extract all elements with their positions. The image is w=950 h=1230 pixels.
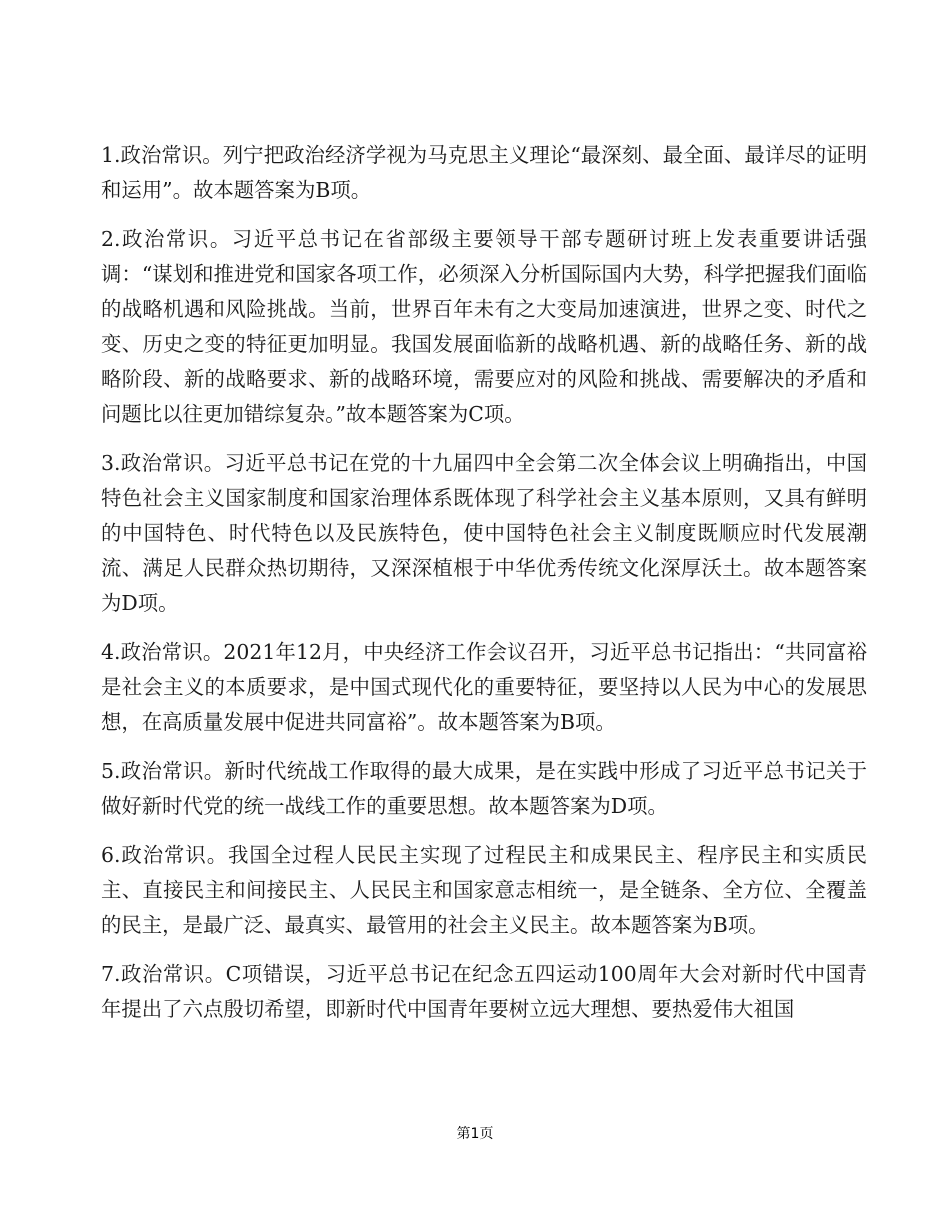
answer-paragraph-6: 6.政治常识。我国全过程人民民主实现了过程民主和成果民主、程序民主和实质民主、直接民主和间接民主、人民民主和国家意志相统一，是全链条、全方位、全覆盖的民主，是最广泛、最真实、最管用的社会主义民主。故本题答案为B项。 [101, 843, 867, 937]
answer-paragraph-3: 3.政治常识。习近平总书记在党的十九届四中全会第二次全体会议上明确指出，中国特色社会主义国家制度和国家治理体系既体现了科学社会主义基本原则，又具有鲜明的中国特色、时代特色以及民族特色，使中国特色社会主义制度既顺应时代发展潮流、满足人民群众热切期待，又深深植根于中华优秀传统文化深厚沃土。故本题答案为D项。 [101, 451, 867, 615]
answer-paragraph-4: 4.政治常识。2021年12月，中央经济工作会议召开，习近平总书记指出：“共同富裕是社会主义的本质要求，是中国式现代化的重要特征，要坚持以人民为中心的发展思想，在高质量发展中促进共同富裕”。故本题答案为B项。 [101, 640, 867, 734]
answer-paragraph-2: 2.政治常识。习近平总书记在省部级主要领导干部专题研讨班上发表重要讲话强调：“谋划和推进党和国家各项工作，必须深入分析国际国内大势，科学把握我们面临的战略机遇和风险挑战。当前，世界百年未有之大变局加速演进，世界之变、时代之变、历史之变的特征更加明显。我国发展面临新的战略机遇、新的战略任务、新的战略阶段、新的战略要求、新的战略环境，需要应对的风险和挑战、需要解决的矛盾和问题比以往更加错综复杂。”故本题答案为C项。 [101, 227, 867, 426]
answer-paragraph-7: 7.政治常识。C项错误，习近平总书记在纪念五四运动100周年大会对新时代中国青年提出了六点殷切希望，即新时代中国青年要树立远大理想、要热爱伟大祖国 [101, 962, 867, 1021]
page-number: 第1页 [456, 1126, 494, 1142]
document-body [101, 138, 867, 1041]
answer-paragraph-1: 1.政治常识。列宁把政治经济学视为马克思主义理论“最深刻、最全面、最详尽的证明和运用”。故本题答案为B项。 [101, 143, 867, 202]
answer-paragraph-5: 5.政治常识。新时代统战工作取得的最大成果，是在实践中形成了习近平总书记关于做好新时代党的统一战线工作的重要思想。故本题答案为D项。 [101, 759, 867, 818]
